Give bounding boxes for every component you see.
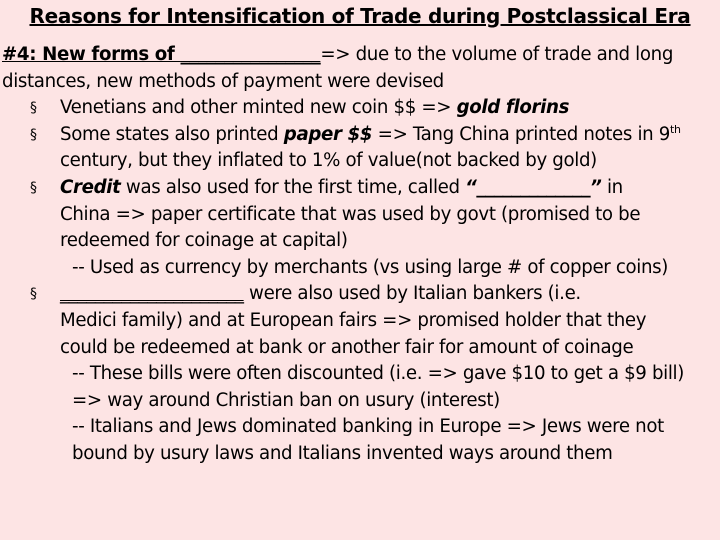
bullet4-subpoint-2-line1: -- Italians and Jews dominated banking in Europe => Jews were not	[72, 416, 664, 438]
bullet-icon: §	[30, 286, 37, 303]
slide-body	[2, 42, 716, 468]
heading-line-1	[2, 42, 716, 69]
bullet2-mid: => Tang China printed notes in 9	[372, 123, 670, 145]
bullet-item-3	[2, 175, 716, 255]
bullet3-end: in	[601, 176, 623, 198]
bullet4-line2: Medici family) and at European fairs => promised holder that they	[60, 309, 647, 331]
bullet2-line2: century, but they inflated to 1% of value(not backed by gold)	[60, 150, 597, 172]
bullet3-line3: redeemed for coinage at capital)	[60, 230, 348, 252]
bullet1-text: Venetians and other minted new coin $$ =>	[60, 97, 457, 119]
bullet-item-2	[2, 122, 716, 175]
bullet-item-4	[2, 281, 716, 361]
bullet3-line2: China => paper certificate that was used by govt (promised to be	[60, 203, 641, 225]
heading-prefix: #4: New forms of	[2, 44, 181, 65]
bullet4-subpoint-1-line2: => way around Christian ban on usury (interest)	[72, 389, 500, 411]
bullet1-emph: gold florins	[456, 97, 570, 119]
heading-line-2: distances, new methods of payment were devised	[2, 70, 444, 92]
bullet2-pre: Some states also printed	[60, 123, 284, 145]
bullet-icon: §	[30, 179, 37, 196]
heading-blank: ________________	[180, 44, 321, 65]
bullet4-rest: were also used by Italian bankers (i.e.	[243, 283, 581, 305]
bullet-icon: §	[30, 100, 37, 117]
bullet4-subpoint-1-line1: -- These bills were often discounted (i.e. => gave $10 to get a $9 bill)	[72, 363, 684, 385]
bullet3-pre: was also used for the first time, called	[120, 176, 466, 198]
bullet2-sup: th	[669, 122, 681, 136]
bullet4-subpoint-2-line2: bound by usury laws and Italians invented ways around them	[72, 442, 613, 464]
bullet4-blank: _____________________	[60, 283, 244, 305]
heading-suffix: => due to the volume of trade and long	[320, 44, 674, 65]
bullet-item-1	[2, 95, 716, 122]
bullet3-subpoint: -- Used as currency by merchants (vs using large # of copper coins)	[72, 256, 669, 278]
bullet3-emph: Credit	[60, 176, 121, 198]
slide-title: Reasons for Intensification of Trade during Postclassical Era	[29, 4, 691, 28]
bullet2-emph: paper $$	[283, 123, 373, 145]
bullet-icon: §	[30, 126, 37, 143]
bullet3-quote-blank: “_____________”	[465, 176, 602, 198]
bullet4-line3: could be redeemed at bank or another fair for amount of coinage	[60, 336, 634, 358]
